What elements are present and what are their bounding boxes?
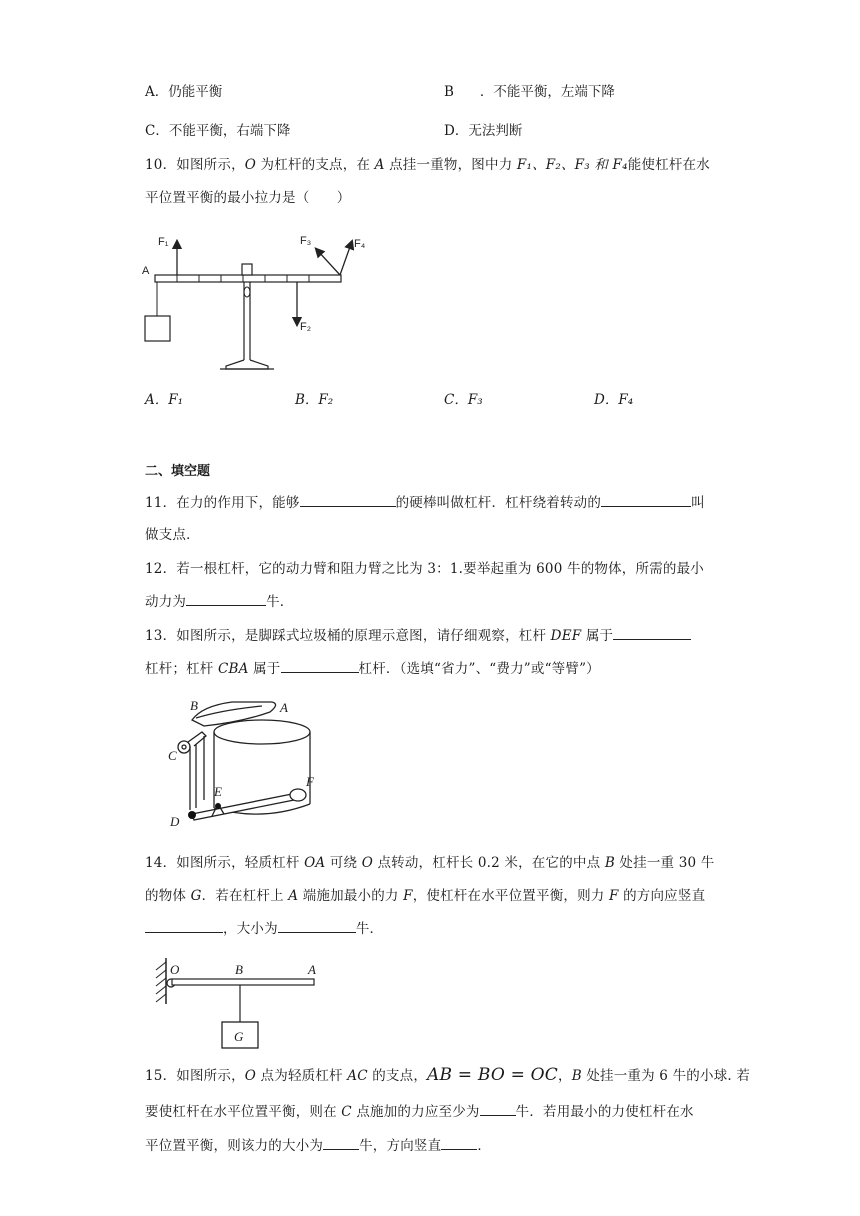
- label-f3: F₃: [300, 235, 312, 247]
- q15-line1: 15．如图所示，O 点为轻质杠杆 AC 的支点，AB = BO = OC，B 处挂一重为 6 牛的小球. 若: [145, 1065, 751, 1085]
- q14-blank-1[interactable]: [145, 918, 223, 933]
- q12-line2: 动力为 牛．: [145, 590, 294, 610]
- pivot-e: [215, 803, 221, 809]
- label-d: D: [170, 814, 180, 829]
- q11-blank-1[interactable]: [300, 492, 396, 507]
- label-b: B: [190, 698, 198, 713]
- label-f2: F₂: [300, 321, 311, 333]
- pivot-d: [188, 811, 196, 819]
- q14-line3: ，大小为 牛．: [145, 917, 383, 937]
- q10-var-o: O: [244, 157, 257, 173]
- q15-line2: 要使杠杆在水平位置平衡，则在 C 点施加的力应至少为 牛．若用最小的力使杠杆在水: [145, 1100, 694, 1120]
- q9-option-b: [444, 80, 615, 100]
- label-g: G: [234, 1029, 244, 1044]
- q13-blank-2[interactable]: [281, 658, 359, 673]
- q9-option-c: C．不能平衡，右端下降: [145, 123, 291, 139]
- label-f: F: [306, 774, 314, 789]
- label-a: A: [142, 265, 150, 277]
- q13-line2: 杠杆；杠杆 CBA 属于 杠杆．（选填“省力”、“费力”或“等臂”）: [145, 657, 600, 677]
- q13-line1: 13．如图所示，是脚踩式垃圾桶的原理示意图，请仔细观察，杠杆 DEF 属于: [145, 624, 691, 644]
- q11-blank-2[interactable]: [601, 492, 691, 507]
- label-f4: F₄: [354, 238, 366, 250]
- q10-text: 10．如图所示，: [145, 157, 245, 173]
- q10-var-a: A: [374, 157, 385, 173]
- q10-option-c: C．F₃: [444, 392, 483, 408]
- q10-text: 能使杠杆在水: [627, 157, 710, 173]
- label-o: O: [170, 962, 180, 977]
- label-b: B: [235, 962, 243, 977]
- fulcrum-knob: [242, 264, 252, 275]
- hanging-weight: [145, 316, 170, 341]
- q15-blank-2[interactable]: [323, 1135, 359, 1150]
- q15-blank-1[interactable]: [480, 1101, 516, 1116]
- q14-blank-2[interactable]: [278, 918, 356, 933]
- q10-option-a: A．F₁: [145, 392, 184, 408]
- q10-option-b: B．F₂: [295, 392, 334, 408]
- force-f3-arrow: [318, 251, 340, 275]
- label-c: C: [168, 748, 177, 763]
- q13-trash-can-figure: [162, 696, 332, 831]
- q10-text: 为杠杆的支点，在: [256, 157, 375, 173]
- lever-oa: [172, 979, 314, 985]
- q14-line1: 14．如图所示，轻质杠杆 OA 可绕 O 点转动，杠杆长 0.2 米，在它的中点 B 处挂一重 30 牛: [145, 855, 715, 871]
- q13-blank-1[interactable]: [613, 625, 691, 640]
- stand: [220, 282, 274, 369]
- q15-blank-3[interactable]: [441, 1135, 477, 1150]
- q11-line2: 做支点．: [145, 527, 200, 543]
- label-a: A: [280, 700, 288, 715]
- q10-stem-line2: 平位置平衡的最小拉力是（ ）: [145, 190, 351, 206]
- q14-line2: 的物体 G．若在杠杆上 A 端施加最小的力 F，使杠杆在水平位置平衡，则力 F 的方向应竖直: [145, 888, 706, 904]
- force-f4-arrow: [340, 244, 351, 275]
- lever-beam: [155, 275, 341, 282]
- q9-option-a: A．仍能平衡: [145, 84, 223, 100]
- q10-forces: F₁、F₂、F₃ 和 F₄: [516, 157, 628, 173]
- section-title: 二、填空题: [145, 464, 211, 479]
- label-a: A: [308, 962, 316, 977]
- q10-option-d: D．F₄: [594, 392, 634, 408]
- q10-lever-figure: [140, 228, 380, 378]
- q12-line1: 12．若一根杠杆，它的动力臂和阻力臂之比为 3：1.要举起重为 600 牛的物体，所需的最小: [145, 561, 704, 577]
- q14-lever-figure: [152, 958, 324, 1050]
- pivot-o: [244, 287, 250, 297]
- label-f1: F₁: [158, 236, 169, 248]
- q12-blank[interactable]: [186, 591, 266, 606]
- label-e: E: [214, 784, 222, 799]
- q9-option-b-text: ．不能平衡，左端下降: [479, 84, 615, 100]
- q15-line3: 平位置平衡，则该力的大小为 牛，方向竖直 ．: [145, 1134, 491, 1154]
- q9-option-d: D．无法判断: [444, 123, 523, 139]
- q10-stem-line1: [145, 153, 710, 173]
- q9-option-b-letter: B: [444, 84, 454, 100]
- q11-line1: 11．在力的作用下，能够 的硬棒叫做杠杆．杠杆绕着转动的 叫: [145, 491, 705, 511]
- q15-equation: AB = BO = OC: [427, 1065, 558, 1085]
- q10-text: 点挂一重物，图中力: [384, 157, 517, 173]
